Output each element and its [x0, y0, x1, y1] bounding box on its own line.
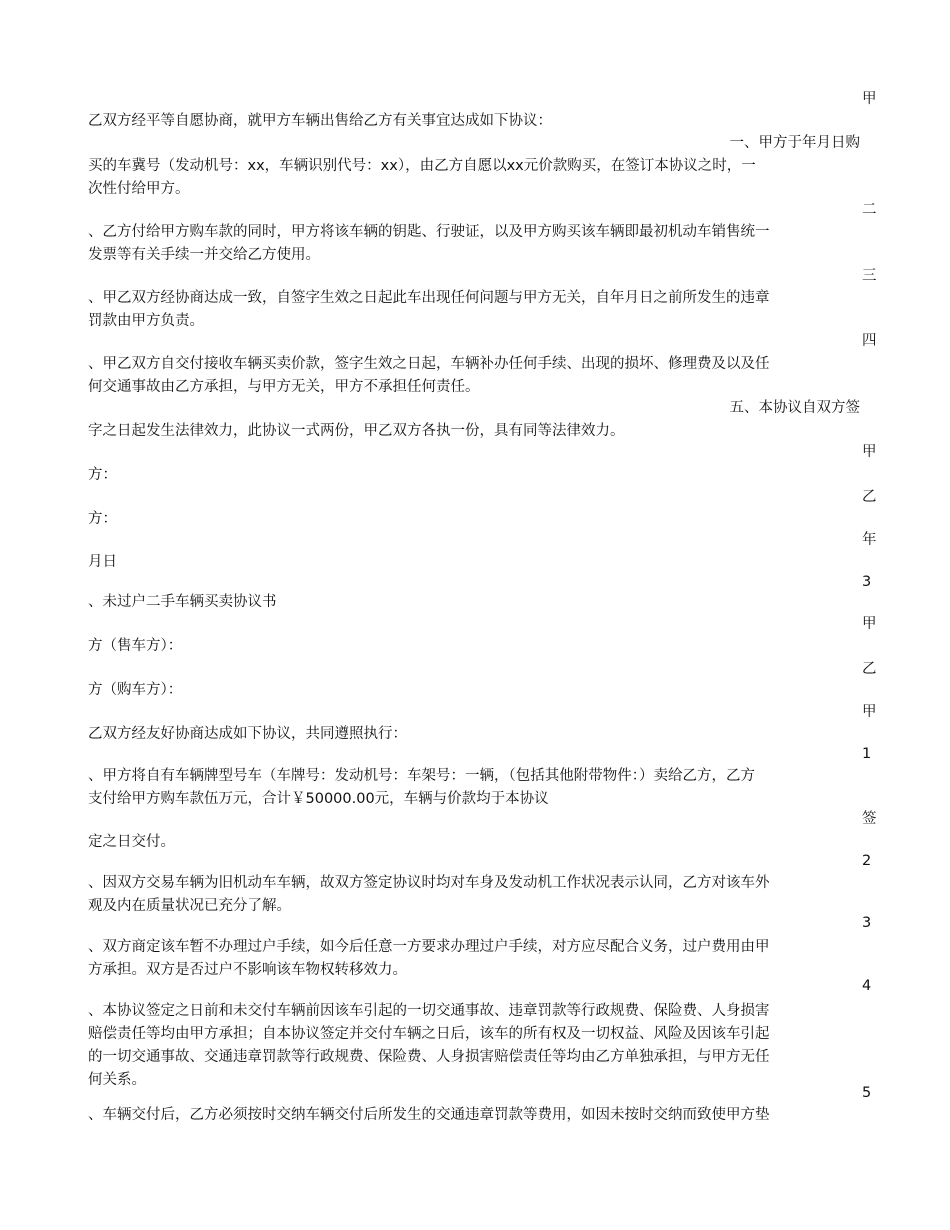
paragraph-line: 五、本协议自双方签: [729, 400, 860, 416]
margin-mark: 二: [862, 202, 877, 218]
margin-mark: 甲: [862, 91, 877, 107]
paragraph-line: 、甲方将自有车辆牌型号车（车牌号：发动机号：车架号：一辆，（包括其他附带物件：）卖给乙方，乙方: [88, 768, 755, 784]
paragraph-line: 、本协议签定之日前和未交付车辆前因该车引起的一切交通事故、违章罚款等行政规费、保险费、人身损害: [88, 1003, 770, 1019]
party-line: 方（售车方）：: [88, 638, 183, 654]
paragraph-line: 罚款由甲方负责。: [88, 313, 204, 329]
paragraph-line: 支付给甲方购车款伍万元，合计￥50000.00元，车辆与价款均于本协议: [88, 791, 549, 807]
paragraph-line: 一、甲方于年月日购: [729, 135, 860, 151]
margin-mark: 乙: [862, 661, 877, 677]
paragraph-line: 发票等有关手续一并交给乙方使用。: [88, 247, 320, 263]
paragraph-line: 的一切交通事故、交通违章罚款等行政规费、保险费、人身损害赔偿责任等均由乙方单独承担，与甲方无任: [88, 1049, 770, 1065]
paragraph-line: 买的车冀号（发动机号：xx，车辆识别代号：xx），由乙方自愿以xx元价款购买，在签订本协议之时，一: [88, 158, 756, 174]
paragraph-line: 次性付给甲方。: [88, 181, 190, 197]
margin-mark: 签: [862, 811, 877, 827]
paragraph-line: 方承担。双方是否过户不影响该车物权转移效力。: [88, 962, 407, 978]
paragraph-line: 、甲乙双方经协商达成一致，自签字生效之日起此车出现任何问题与甲方无关，自年月日之前所发生的违章: [88, 290, 770, 306]
paragraph-line: 何交通事故由乙方承担，与甲方无关，甲方不承担任何责任。: [88, 379, 480, 395]
paragraph-line: 定之日交付。: [88, 834, 175, 850]
signature-line: 方：: [88, 467, 117, 483]
margin-mark: 年: [862, 532, 877, 548]
date-line: 月日: [88, 554, 117, 570]
margin-mark: 乙: [862, 489, 877, 505]
paragraph-line: 赔偿责任等均由甲方承担；自本协议签定并交付车辆之日后，该车的所有权及一切权益、风险及因该车引起: [88, 1026, 770, 1042]
paragraph-line: 乙双方经友好协商达成如下协议，共同遵照执行：: [88, 726, 407, 742]
paragraph-line: 、车辆交付后，乙方必须按时交纳车辆交付后所发生的交通违章罚款等费用，如因未按时交纳而致使甲方垫: [88, 1107, 770, 1123]
margin-mark: 4: [862, 978, 872, 994]
paragraph-line: 、因双方交易车辆为旧机动车车辆，故双方签定协议时均对车身及发动机工作状况表示认同，乙方对该车外: [88, 875, 770, 891]
paragraph-line: 、乙方付给甲方购车款的同时，甲方将该车辆的钥匙、行驶证，以及甲方购买该车辆即最初机动车销售统一: [88, 224, 770, 240]
margin-mark: 1: [862, 746, 872, 762]
margin-mark: 甲: [862, 616, 877, 632]
margin-mark: 3: [862, 574, 872, 590]
party-line: 方（购车方）：: [88, 682, 183, 698]
section-title: 、未过户二手车辆买卖协议书: [88, 594, 277, 610]
margin-mark: 5: [862, 1085, 872, 1101]
margin-mark: 三: [862, 268, 877, 284]
paragraph-line: 何关系。: [88, 1072, 146, 1088]
margin-mark: 3: [862, 915, 872, 931]
paragraph-line: 、双方商定该车暂不办理过户手续，如今后任意一方要求办理过户手续，对方应尽配合义务，过户费用由甲: [88, 939, 770, 955]
margin-mark: 2: [862, 853, 872, 869]
paragraph-line: 、甲乙双方自交付接收车辆买卖价款，签字生效之日起，车辆补办任何手续、出现的损坏、修理费及以及任: [88, 356, 770, 372]
margin-mark: 甲: [862, 704, 877, 720]
margin-mark: 甲: [862, 444, 877, 460]
paragraph-line: 字之日起发生法律效力，此协议一式两份，甲乙双方各执一份，具有同等法律效力。: [88, 423, 625, 439]
paragraph-line: 观及内在质量状况已充分了解。: [88, 898, 291, 914]
margin-mark: 四: [862, 333, 877, 349]
signature-line: 方：: [88, 511, 117, 527]
paragraph-line: 乙双方经平等自愿协商，就甲方车辆出售给乙方有关事宜达成如下协议：: [88, 113, 552, 129]
